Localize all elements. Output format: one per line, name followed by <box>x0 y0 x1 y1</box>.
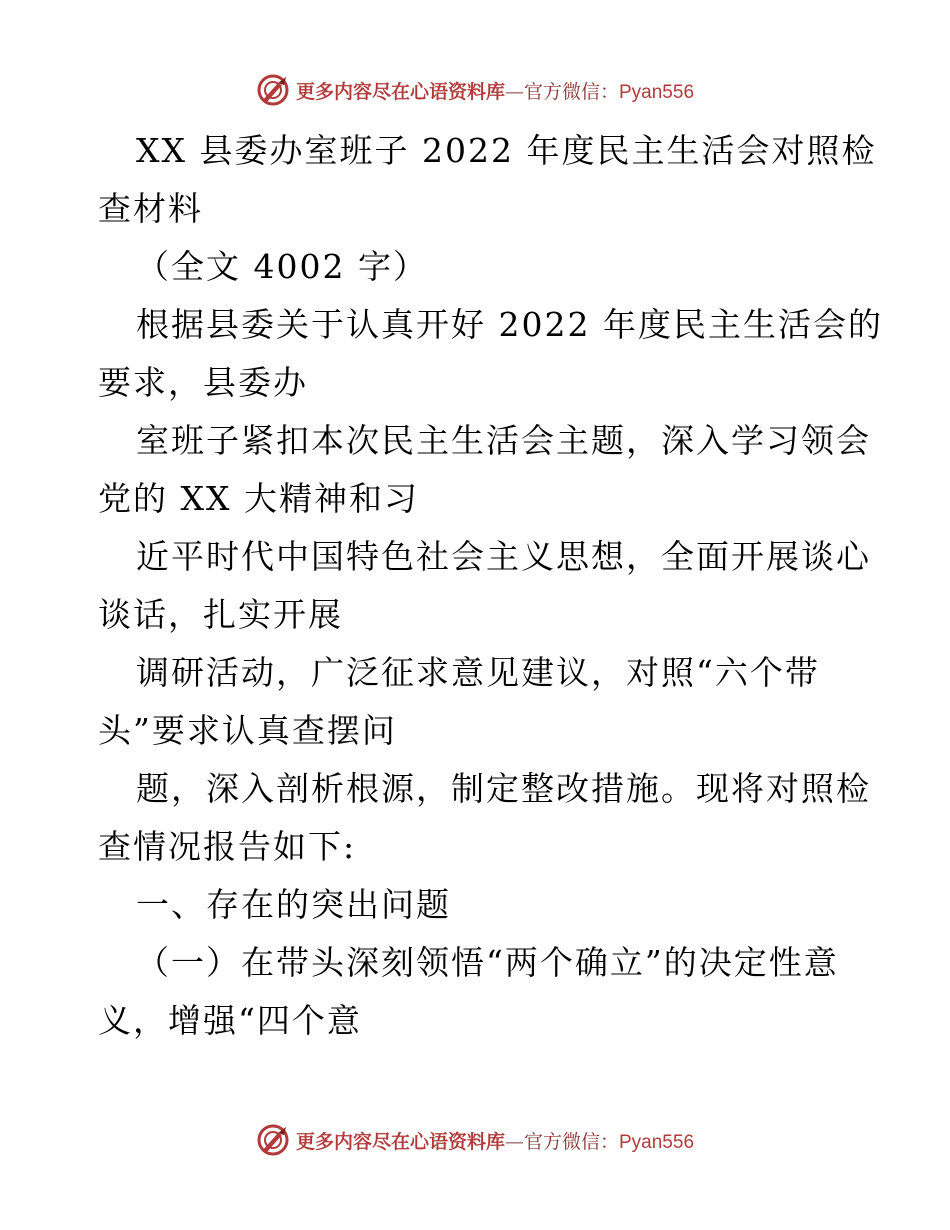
paragraph-line: 义，增强“四个意 <box>98 1001 362 1040</box>
paragraph-line: 查情况报告如下: <box>98 827 357 866</box>
paragraph-line: 头”要求认真查摆问 <box>98 711 397 750</box>
paragraph-line: 党的 XX 大精神和习 <box>98 479 419 518</box>
watermark-main: 更多内容尽在心语资料库 <box>295 80 505 103</box>
watermark-sub: 官方微信： <box>523 80 619 103</box>
paragraph-line: 根据县委关于认真开好 2022 年度民主生活会的 <box>136 305 883 344</box>
watermark-text <box>296 1127 694 1154</box>
quill-seal-icon <box>256 1123 290 1157</box>
paragraph-line: 谈话，扎实开展 <box>98 595 343 634</box>
watermark-dash: — <box>504 80 524 103</box>
document-body <box>98 122 883 1050</box>
watermark-id: Pyan556 <box>619 1131 695 1153</box>
paragraph-line: 近平时代中国特色社会主义思想，全面开展谈心 <box>136 537 871 576</box>
word-count-note: （全文 4002 字） <box>136 247 428 286</box>
document-title-line-1: XX 县委办室班子 2022 年度民主生活会对照检 <box>136 131 877 170</box>
paragraph-line: 题，深入剖析根源，制定整改措施。现将对照检 <box>136 769 871 808</box>
paragraph-line: 要求，县委办 <box>98 363 308 402</box>
watermark-id: Pyan556 <box>619 81 695 103</box>
document-title-line-2: 查材料 <box>98 189 203 228</box>
paragraph-line: 室班子紧扣本次民主生活会主题，深入学习领会 <box>136 421 871 460</box>
watermark-main: 更多内容尽在心语资料库 <box>295 1130 505 1153</box>
header-watermark <box>0 70 950 110</box>
watermark-dash: — <box>504 1130 524 1153</box>
watermark-text <box>296 77 694 104</box>
paragraph-line: 调研活动，广泛征求意见建议，对照“六个带 <box>136 653 820 692</box>
quill-seal-icon <box>256 73 290 107</box>
footer-watermark <box>0 1120 950 1160</box>
section-heading: 一、存在的突出问题 <box>136 885 451 924</box>
subsection-heading: （一）在带头深刻领悟“两个确立”的决定性意 <box>136 943 839 982</box>
watermark-sub: 官方微信： <box>523 1130 619 1153</box>
